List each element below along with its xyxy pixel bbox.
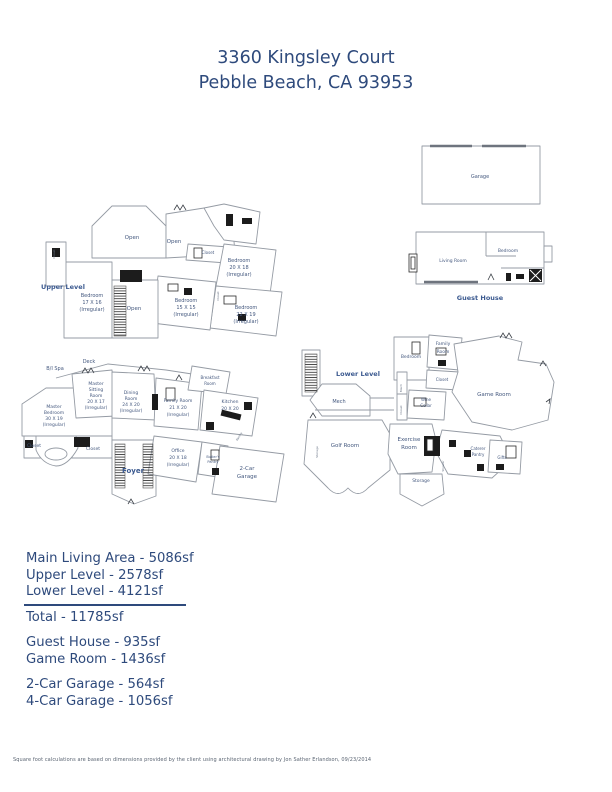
lower-level-plan bbox=[294, 332, 596, 514]
svg-text:(Irregular): (Irregular) bbox=[119, 409, 143, 414]
turret-window-icon bbox=[45, 448, 67, 460]
breakfast-room-outline bbox=[188, 366, 230, 394]
svg-text:Pantry: Pantry bbox=[207, 460, 219, 464]
svg-text:20 X 17: 20 X 17 bbox=[87, 400, 105, 405]
game-room-outline bbox=[452, 336, 554, 430]
open-label: Open bbox=[124, 235, 140, 241]
summary-total: Total - 11785sf bbox=[26, 609, 124, 625]
storage-label: Storage bbox=[412, 479, 430, 484]
svg-text:Garage: Garage bbox=[236, 474, 258, 480]
open-label: Open bbox=[126, 306, 142, 312]
svg-text:(Irregular): (Irregular) bbox=[233, 319, 259, 325]
golf-room-label: Golf Room bbox=[330, 443, 360, 449]
bath-fixture-icon bbox=[506, 273, 511, 281]
bedroom-17x16-label bbox=[79, 293, 104, 313]
svg-text:Bedroom: Bedroom bbox=[43, 411, 65, 416]
svg-text:Exercise: Exercise bbox=[397, 437, 421, 443]
bedroom-label: Bedroom bbox=[400, 355, 422, 360]
stairs-icon bbox=[305, 354, 317, 392]
summary-game-room: Game Room - 1436sf bbox=[26, 651, 166, 667]
butlers-pantry-label bbox=[206, 455, 220, 464]
mech-label: Mech bbox=[332, 399, 346, 405]
bedroom-20x18-label bbox=[226, 258, 251, 278]
bedroom-label: Bedroom bbox=[497, 249, 519, 254]
svg-text:Cellar: Cellar bbox=[420, 403, 432, 408]
stairs-icon bbox=[115, 444, 125, 488]
fireplace-icon bbox=[120, 270, 142, 282]
svg-text:(Irregular): (Irregular) bbox=[173, 312, 199, 318]
storage-small-label: Storage bbox=[315, 446, 319, 458]
door-mark-icon bbox=[310, 413, 316, 418]
svg-text:(Irregular): (Irregular) bbox=[226, 272, 252, 278]
svg-text:15 X 15: 15 X 15 bbox=[176, 305, 196, 311]
closet-label: Closet bbox=[52, 249, 56, 259]
svg-text:30 X 19: 30 X 19 bbox=[45, 417, 63, 422]
living-room-label: Living Room bbox=[439, 259, 467, 264]
sauna-icon bbox=[427, 439, 433, 451]
bedroom-15x15-label bbox=[173, 298, 198, 318]
svg-text:(Irregular): (Irregular) bbox=[42, 423, 66, 428]
door-mark-icon bbox=[174, 205, 186, 210]
closet-label: Closet bbox=[216, 291, 220, 301]
main-level-plan bbox=[16, 344, 316, 506]
deck-label: Deck bbox=[82, 359, 96, 365]
garage-plan bbox=[414, 138, 549, 213]
upper-level-plan bbox=[28, 196, 296, 344]
closet-label: Closet bbox=[435, 377, 449, 382]
address-line: 3360 Kingsley Court bbox=[217, 48, 395, 68]
bedroom-22x19-label bbox=[233, 305, 258, 325]
game-room-label: Game Room bbox=[477, 392, 511, 398]
fireplace-icon bbox=[74, 437, 90, 447]
summary-4car-garage: 4-Car Garage - 1056sf bbox=[26, 693, 173, 709]
svg-text:20 X 18: 20 X 18 bbox=[229, 265, 249, 271]
spa-label: B/I Spa bbox=[46, 366, 64, 372]
svg-text:Master: Master bbox=[88, 382, 104, 387]
summary-main-living: Main Living Area - 5086sf bbox=[26, 551, 194, 566]
svg-text:Room: Room bbox=[204, 381, 216, 386]
svg-text:Room: Room bbox=[124, 397, 138, 402]
svg-text:Room: Room bbox=[436, 350, 450, 355]
svg-text:Family Room: Family Room bbox=[163, 399, 193, 404]
svg-text:Room: Room bbox=[401, 445, 417, 451]
svg-text:(Irregular): (Irregular) bbox=[166, 463, 190, 468]
svg-text:22 X 19: 22 X 19 bbox=[236, 312, 256, 318]
summary-upper-level: Upper Level - 2578sf bbox=[26, 567, 164, 583]
garage-label: Garage bbox=[470, 174, 490, 180]
window-box-icon bbox=[411, 257, 415, 269]
foyer-label: Foyer bbox=[121, 467, 145, 475]
svg-text:Wine: Wine bbox=[421, 397, 431, 402]
svg-text:(Irregular): (Irregular) bbox=[166, 413, 190, 418]
pantry-label: Pantry bbox=[234, 431, 244, 442]
fireplace-icon bbox=[152, 394, 158, 410]
square-footage-summary bbox=[26, 551, 194, 710]
mech-small-label: Mech bbox=[399, 384, 403, 392]
closet-label: Closet bbox=[85, 447, 101, 452]
summary-lower-level: Lower Level - 4121sf bbox=[26, 584, 163, 599]
door-mark-icon bbox=[176, 375, 182, 380]
wine-cellar-label bbox=[420, 397, 432, 408]
lower-level-title: Lower Level bbox=[336, 370, 380, 378]
city-line: Pebble Beach, CA 93953 bbox=[198, 73, 414, 93]
gifts-label: Gifts bbox=[497, 455, 507, 460]
svg-text:(Irregular): (Irregular) bbox=[84, 406, 108, 411]
svg-text:2-Car: 2-Car bbox=[239, 466, 255, 472]
bath-fixture-icon bbox=[516, 274, 524, 279]
svg-text:21 X 20: 21 X 20 bbox=[169, 406, 187, 411]
svg-text:Bedroom: Bedroom bbox=[80, 293, 104, 299]
disclaimer-text: Square foot calculations are based on dimensions provided by the client using architectural drawing by Jon Sather Erlandson, 09/23/2014 bbox=[13, 757, 372, 763]
svg-text:Dining: Dining bbox=[123, 391, 139, 396]
door-mark-icon bbox=[138, 366, 150, 371]
svg-text:20 X 18: 20 X 18 bbox=[169, 456, 187, 461]
open-tower-outline bbox=[92, 206, 166, 258]
page-title bbox=[0, 46, 612, 96]
svg-text:Sitting: Sitting bbox=[88, 388, 104, 393]
svg-text:24 X 20: 24 X 20 bbox=[122, 403, 140, 408]
stairs-icon bbox=[114, 286, 126, 336]
svg-text:Butler's: Butler's bbox=[206, 455, 220, 459]
svg-text:17 X 16: 17 X 16 bbox=[82, 300, 102, 306]
closet-small-label: Closet bbox=[399, 405, 403, 415]
svg-text:Breakfast: Breakfast bbox=[200, 375, 220, 380]
open-label: Open bbox=[166, 239, 182, 245]
bedroom4-outline bbox=[210, 286, 282, 336]
closet-label: Closet bbox=[201, 250, 215, 255]
svg-text:(Irregular): (Irregular) bbox=[79, 307, 105, 313]
summary-2car-garage: 2-Car Garage - 564sf bbox=[26, 677, 165, 692]
svg-text:20 X 20: 20 X 20 bbox=[221, 407, 239, 412]
svg-text:Pantry: Pantry bbox=[471, 452, 485, 457]
closet-label: Closet bbox=[26, 444, 42, 449]
svg-text:Bedroom: Bedroom bbox=[234, 305, 258, 311]
svg-text:Room: Room bbox=[89, 394, 103, 399]
guest-house-outline bbox=[416, 232, 544, 284]
stairs-icon bbox=[143, 444, 153, 488]
svg-text:Caterer: Caterer bbox=[470, 446, 486, 451]
shower-label: Shower bbox=[441, 460, 445, 472]
svg-text:Bedroom: Bedroom bbox=[174, 298, 198, 304]
upper-level-title: Upper Level bbox=[41, 283, 85, 291]
guest-house-bay bbox=[544, 246, 552, 262]
summary-guest-house: Guest House - 935sf bbox=[26, 635, 161, 650]
guest-house-caption: Guest House bbox=[456, 294, 504, 302]
svg-text:Office: Office bbox=[171, 449, 185, 454]
guest-house-plan bbox=[406, 226, 556, 306]
caterer-pantry-label bbox=[471, 446, 486, 457]
svg-text:Master: Master bbox=[46, 405, 62, 410]
svg-text:Family: Family bbox=[435, 342, 451, 347]
summary-divider bbox=[24, 604, 186, 606]
svg-text:Bedroom: Bedroom bbox=[227, 258, 251, 264]
svg-text:Kitchen: Kitchen bbox=[221, 400, 239, 405]
